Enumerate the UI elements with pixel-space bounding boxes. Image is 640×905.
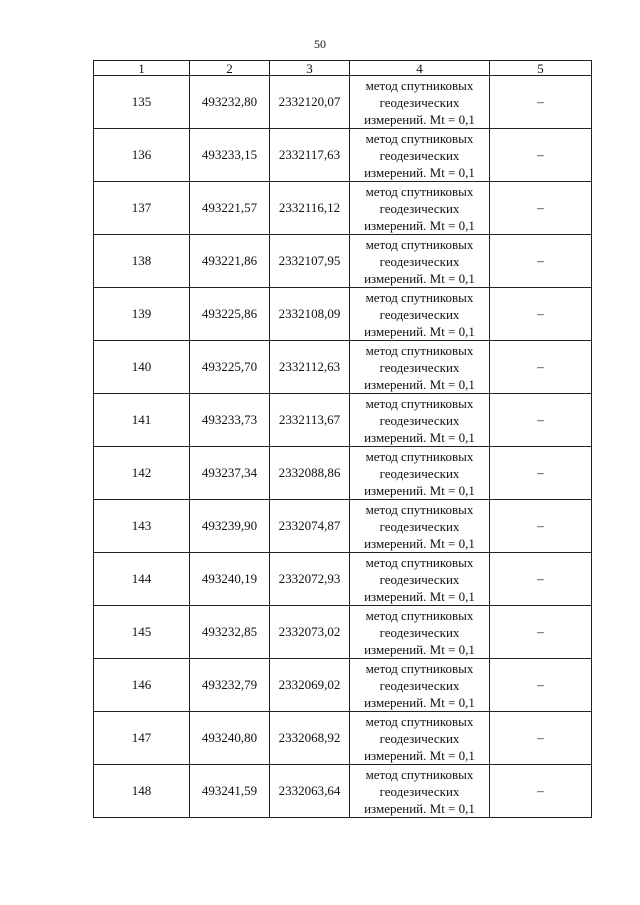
note-cell: – (490, 659, 592, 712)
x-coordinate-cell: 493237,34 (190, 447, 270, 500)
y-coordinate-cell: 2332116,12 (270, 182, 350, 235)
table-row (94, 765, 592, 818)
method-cell: метод спутниковых геодезических измерений. Mt = 0,1 (350, 553, 490, 606)
method-cell: метод спутниковых геодезических измерений. Mt = 0,1 (350, 235, 490, 288)
header-col-2: 2 (190, 61, 270, 76)
table-row (94, 288, 592, 341)
point-number-cell: 145 (94, 606, 190, 659)
table-row (94, 341, 592, 394)
note-cell: – (490, 553, 592, 606)
note-cell: – (490, 500, 592, 553)
table-header-row (94, 61, 592, 76)
method-cell: метод спутниковых геодезических измерений. Mt = 0,1 (350, 765, 490, 818)
y-coordinate-cell: 2332108,09 (270, 288, 350, 341)
coordinates-table (93, 60, 592, 818)
y-coordinate-cell: 2332120,07 (270, 76, 350, 129)
x-coordinate-cell: 493241,59 (190, 765, 270, 818)
point-number-cell: 140 (94, 341, 190, 394)
point-number-cell: 141 (94, 394, 190, 447)
y-coordinate-cell: 2332072,93 (270, 553, 350, 606)
note-cell: – (490, 129, 592, 182)
note-cell: – (490, 288, 592, 341)
x-coordinate-cell: 493225,86 (190, 288, 270, 341)
note-cell: – (490, 765, 592, 818)
table-row (94, 606, 592, 659)
method-cell: метод спутниковых геодезических измерений. Mt = 0,1 (350, 129, 490, 182)
method-cell: метод спутниковых геодезических измерений. Mt = 0,1 (350, 606, 490, 659)
point-number-cell: 144 (94, 553, 190, 606)
note-cell: – (490, 182, 592, 235)
y-coordinate-cell: 2332117,63 (270, 129, 350, 182)
table-row (94, 182, 592, 235)
y-coordinate-cell: 2332112,63 (270, 341, 350, 394)
method-cell: метод спутниковых геодезических измерений. Mt = 0,1 (350, 182, 490, 235)
header-col-4: 4 (350, 61, 490, 76)
point-number-cell: 137 (94, 182, 190, 235)
method-cell: метод спутниковых геодезических измерений. Mt = 0,1 (350, 447, 490, 500)
method-cell: метод спутниковых геодезических измерений. Mt = 0,1 (350, 500, 490, 553)
header-col-1: 1 (94, 61, 190, 76)
note-cell: – (490, 235, 592, 288)
x-coordinate-cell: 493221,86 (190, 235, 270, 288)
note-cell: – (490, 606, 592, 659)
table-row (94, 76, 592, 129)
x-coordinate-cell: 493233,73 (190, 394, 270, 447)
y-coordinate-cell: 2332113,67 (270, 394, 350, 447)
x-coordinate-cell: 493232,85 (190, 606, 270, 659)
header-col-3: 3 (270, 61, 350, 76)
point-number-cell: 142 (94, 447, 190, 500)
y-coordinate-cell: 2332074,87 (270, 500, 350, 553)
table-row (94, 659, 592, 712)
x-coordinate-cell: 493221,57 (190, 182, 270, 235)
table-row (94, 394, 592, 447)
point-number-cell: 135 (94, 76, 190, 129)
x-coordinate-cell: 493240,19 (190, 553, 270, 606)
x-coordinate-cell: 493233,15 (190, 129, 270, 182)
note-cell: – (490, 712, 592, 765)
header-col-5: 5 (490, 61, 592, 76)
point-number-cell: 146 (94, 659, 190, 712)
method-cell: метод спутниковых геодезических измерений. Mt = 0,1 (350, 76, 490, 129)
point-number-cell: 148 (94, 765, 190, 818)
y-coordinate-cell: 2332063,64 (270, 765, 350, 818)
x-coordinate-cell: 493240,80 (190, 712, 270, 765)
x-coordinate-cell: 493225,70 (190, 341, 270, 394)
table-row (94, 129, 592, 182)
point-number-cell: 147 (94, 712, 190, 765)
method-cell: метод спутниковых геодезических измерений. Mt = 0,1 (350, 341, 490, 394)
x-coordinate-cell: 493232,80 (190, 76, 270, 129)
note-cell: – (490, 76, 592, 129)
method-cell: метод спутниковых геодезических измерений. Mt = 0,1 (350, 394, 490, 447)
y-coordinate-cell: 2332107,95 (270, 235, 350, 288)
note-cell: – (490, 341, 592, 394)
y-coordinate-cell: 2332088,86 (270, 447, 350, 500)
point-number-cell: 139 (94, 288, 190, 341)
table-row (94, 712, 592, 765)
method-cell: метод спутниковых геодезических измерений. Mt = 0,1 (350, 712, 490, 765)
y-coordinate-cell: 2332068,92 (270, 712, 350, 765)
table-row (94, 235, 592, 288)
y-coordinate-cell: 2332073,02 (270, 606, 350, 659)
table-row (94, 553, 592, 606)
x-coordinate-cell: 493239,90 (190, 500, 270, 553)
page-number: 50 (314, 37, 326, 51)
point-number-cell: 136 (94, 129, 190, 182)
x-coordinate-cell: 493232,79 (190, 659, 270, 712)
table-row (94, 500, 592, 553)
method-cell: метод спутниковых геодезических измерений. Mt = 0,1 (350, 288, 490, 341)
point-number-cell: 138 (94, 235, 190, 288)
point-number-cell: 143 (94, 500, 190, 553)
method-cell: метод спутниковых геодезических измерений. Mt = 0,1 (350, 659, 490, 712)
note-cell: – (490, 394, 592, 447)
y-coordinate-cell: 2332069,02 (270, 659, 350, 712)
note-cell: – (490, 447, 592, 500)
table-row (94, 447, 592, 500)
